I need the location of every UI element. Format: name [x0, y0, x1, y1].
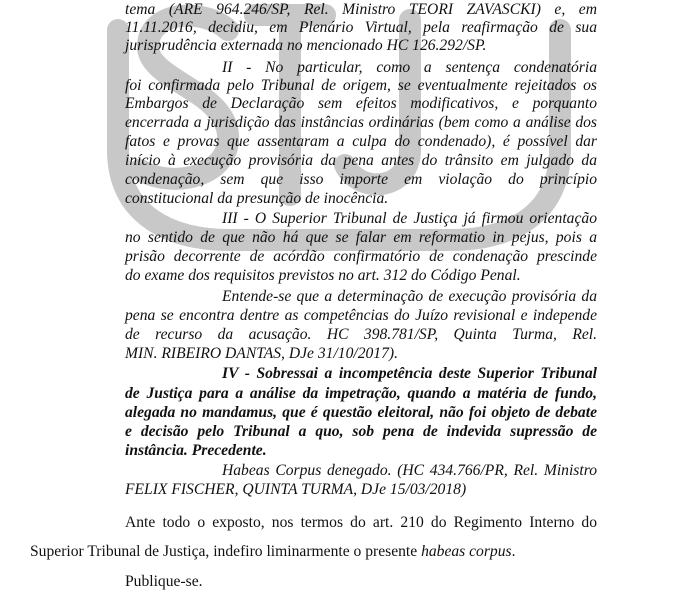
quote-line-bold: IV - Sobressai a incompetência deste Superior Tribunal — [222, 365, 597, 382]
body-paragraph-line — [30, 543, 516, 561]
quote-line: Embargos de Declaração sem efeitos modificativos, e porquanto — [125, 95, 597, 112]
habeas-corpus-term: habeas corpus — [421, 543, 512, 560]
quote-line: fatos e provas que assentaram a culpa do condenado), é possível dar — [125, 133, 597, 150]
quote-line: condenação, sem que isso importe em violação do princípio — [125, 171, 597, 188]
quote-line: foi confirmada pelo Tribunal de origem, se eventualmente rejeitados os — [125, 77, 597, 94]
quote-line: MIN. RIBEIRO DANTAS, DJe 31/10/2017). — [125, 345, 398, 362]
quote-line-bold: de Justiça para a análise da impetração, quando a matéria de fundo, — [125, 385, 597, 402]
quote-line: constitucional da presunção de inocência. — [125, 190, 389, 207]
quote-line: FELIX FISCHER, QUINTA TURMA, DJe 15/03/2018) — [125, 481, 467, 498]
quote-line: 11.11.2016, decidiu, em Plenário Virtual, pela reafirmação de sua — [125, 19, 597, 36]
quote-line: tema (ARE 964.246/SP, Rel. Ministro TEORI ZAVASCKI) e, em — [125, 1, 597, 18]
quote-line: início à execução provisória da pena antes do trânsito em julgado da — [125, 152, 597, 169]
quote-line: prisão decorrente de acórdão confirmatório de condenação prescinde — [125, 248, 597, 265]
quote-line: do exame dos requisitos previstos no art. 312 do Código Penal. — [125, 267, 521, 284]
body-text: Superior Tribunal de Justiça, indefiro liminarmente o presente — [30, 543, 422, 560]
quote-line-bold: e decisão pelo Tribunal a quo, sob pena de indevida supressão de — [125, 423, 597, 440]
publique-se: Publique-se. — [125, 573, 203, 590]
quote-line: Entende-se que a determinação de execução provisória da — [222, 288, 597, 305]
quote-line: jurisprudência externada no mencionado HC 126.292/SP. — [125, 37, 487, 54]
body-paragraph-line: Ante todo o exposto, nos termos do art. 210 do Regimento Interno do — [125, 514, 597, 531]
quote-line-bold: instância. Precedente. — [125, 442, 267, 459]
quote-line: Habeas Corpus denegado. (HC 434.766/PR, Rel. Ministro — [222, 462, 597, 479]
quote-line: III - O Superior Tribunal de Justiça já firmou orientação — [222, 210, 597, 227]
quote-line: II - No particular, como a sentença condenatória — [222, 59, 597, 76]
quote-line: encerrada a jurisdição das instâncias ordinárias (bem como a análise dos — [125, 114, 597, 131]
quote-line-bold: alegada no mandamus, que é questão eleitoral, não foi objeto de debate — [125, 404, 597, 421]
body-text: . — [511, 543, 516, 560]
quote-line: de recurso da acusação. HC 398.781/SP, Quinta Turma, Rel. — [125, 326, 597, 343]
quote-line: no sentido de que não há que se falar em reformatio in pejus, pois a — [125, 229, 597, 246]
quote-line: pena se encontra dentre as competências do Juízo revisional e independe — [125, 307, 597, 324]
